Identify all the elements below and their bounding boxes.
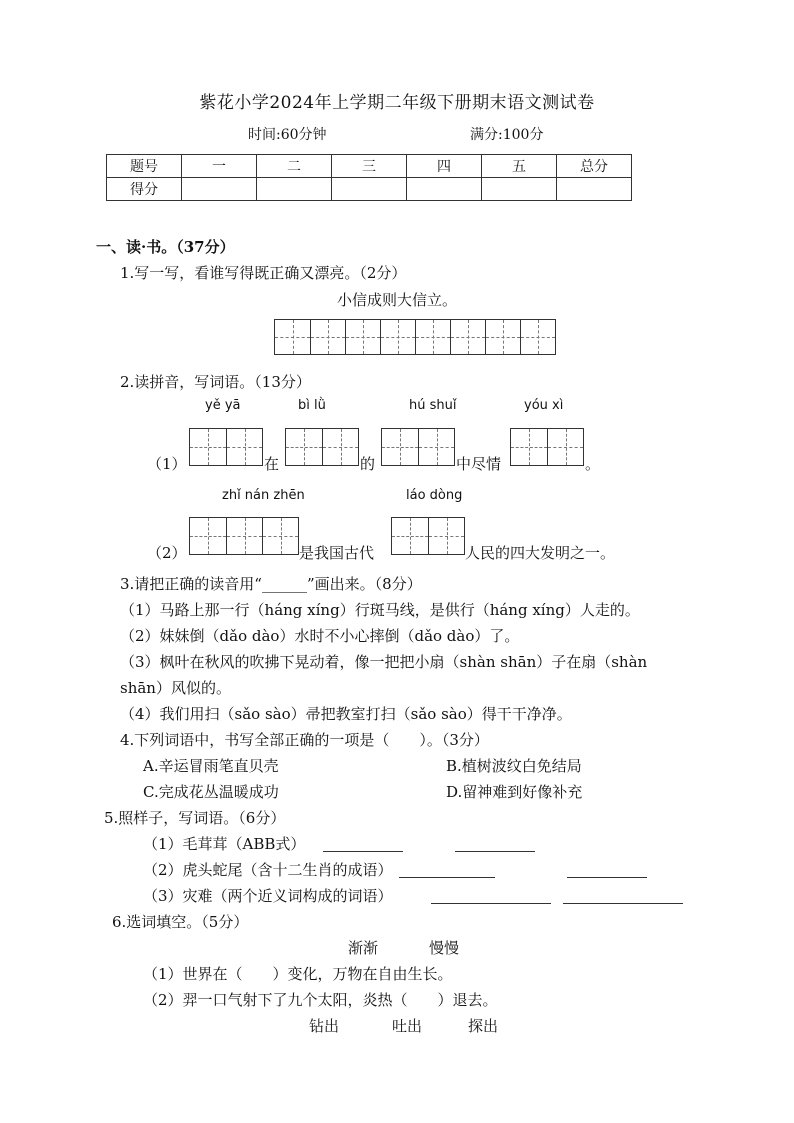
pinyin-label: bì lǜ [298, 398, 326, 413]
grid-cell[interactable] [415, 320, 450, 354]
grid-cell[interactable] [485, 320, 520, 354]
grid-cell[interactable] [428, 518, 464, 554]
connector-text: 。 [585, 455, 601, 473]
answer-blank[interactable] [399, 877, 495, 878]
word-choice: 渐渐 [348, 939, 379, 957]
connector-text: 是我国古代 [299, 544, 375, 562]
grid-cell[interactable] [190, 518, 226, 554]
exam-title: 紫花小学2024年上学期二年级下册期末语文测试卷 [199, 93, 595, 113]
q2-answer-grid-zhinanzhen[interactable] [189, 517, 299, 555]
score-header-cell: 总分 [557, 155, 632, 178]
grid-cell[interactable] [322, 429, 358, 465]
q5-item: （1）毛茸茸（ABB式） [143, 835, 306, 853]
q2-prompt: 2.读拼音，写词语。（13分） [120, 373, 311, 391]
exam-time: 时间:60分钟 [248, 127, 327, 143]
grid-cell[interactable] [511, 429, 547, 465]
q3-prompt: 3.请把正确的读音用“______”画出来。（8分） [120, 575, 422, 593]
grid-cell[interactable] [380, 320, 415, 354]
grid-cell[interactable] [190, 429, 226, 465]
grid-cell[interactable] [286, 429, 322, 465]
q3-item-continued[interactable]: shān）风似的。 [120, 679, 231, 697]
connector-text: 的 [360, 455, 376, 473]
grid-cell[interactable] [520, 320, 555, 354]
q2-answer-grid-yeya[interactable] [189, 428, 263, 466]
score-cell[interactable] [332, 178, 407, 201]
q2-row1-label: （1） [147, 455, 187, 473]
answer-blank[interactable] [323, 851, 403, 852]
q2-answer-grid-youxi[interactable] [510, 428, 584, 466]
score-cell[interactable] [182, 178, 257, 201]
grid-cell[interactable] [275, 320, 310, 354]
q6-prompt: 6.选词填空。（5分） [112, 913, 249, 931]
q1-sentence: 小信成则大信立。 [336, 291, 457, 309]
q5-item: （3）灾难（两个近义词构成的词语） [143, 887, 393, 905]
q4-option-d[interactable]: D.留神难到好像补充 [446, 783, 583, 801]
grid-cell[interactable] [345, 320, 380, 354]
word-choice: 探出 [468, 1017, 499, 1035]
q2-row2-label: （2） [147, 544, 187, 562]
score-header-cell: 四 [407, 155, 482, 178]
word-choice: 慢慢 [429, 939, 460, 957]
pinyin-label: yě yā [205, 398, 241, 413]
q5-prompt: 5.照样子，写词语。（6分） [104, 809, 286, 827]
answer-blank[interactable] [431, 903, 551, 904]
score-header-cell: 三 [332, 155, 407, 178]
q1-prompt: 1.写一写，看谁写得既正确又漂亮。（2分） [120, 264, 407, 282]
grid-cell[interactable] [450, 320, 485, 354]
q4-option-b[interactable]: B.植树波纹白免结局 [446, 757, 582, 775]
pinyin-label: hú shuǐ [409, 398, 457, 413]
q6-item[interactable]: （2）羿一口气射下了九个太阳，炎热（ ）退去。 [143, 991, 498, 1009]
q5-item: （2）虎头蛇尾（含十二生肖的成语） [143, 861, 393, 879]
grid-cell[interactable] [418, 429, 454, 465]
answer-blank[interactable] [563, 903, 683, 904]
score-row-label: 得分 [107, 178, 182, 201]
q3-item[interactable]: （4）我们用扫（sǎo sào）帚把教室打扫（sǎo sào）得干干净净。 [120, 705, 572, 723]
score-table-header-row [107, 155, 632, 178]
score-table [106, 154, 632, 201]
q3-item[interactable]: （3）枫叶在秋风的吹拂下晃动着，像一把把小扇（shàn shān）子在扇（shàn [120, 653, 648, 671]
connector-text: 人民的四大发明之一。 [465, 544, 616, 562]
word-choice: 钻出 [309, 1017, 340, 1035]
score-header-cell: 五 [482, 155, 557, 178]
grid-cell[interactable] [226, 518, 262, 554]
score-cell[interactable] [557, 178, 632, 201]
word-choice: 吐出 [392, 1017, 423, 1035]
q1-writing-grid[interactable] [274, 319, 556, 355]
score-cell[interactable] [407, 178, 482, 201]
score-header-cell: 题号 [107, 155, 182, 178]
section1-heading: 一、读·书。（37分） [96, 238, 235, 256]
grid-cell[interactable] [547, 429, 583, 465]
score-header-cell: 一 [182, 155, 257, 178]
exam-full-score: 满分:100分 [470, 127, 544, 143]
q2-answer-grid-laodong[interactable] [391, 517, 465, 555]
q6-item[interactable]: （1）世界在（ ）变化，万物在自由生长。 [143, 965, 453, 983]
q4-option-c[interactable]: C.完成花丛温暖成功 [143, 783, 279, 801]
score-header-cell: 二 [257, 155, 332, 178]
connector-text: 中尽情 [456, 455, 502, 473]
score-cell[interactable] [257, 178, 332, 201]
pinyin-label: yóu xì [524, 398, 564, 413]
answer-blank[interactable] [567, 877, 647, 878]
score-table-score-row [107, 178, 632, 201]
grid-cell[interactable] [310, 320, 345, 354]
q3-item[interactable]: （1）马路上那一行（háng xíng）行斑马线，是供行（háng xíng）人走的。 [120, 601, 640, 619]
q4-option-a[interactable]: A.辛运冒雨笔直贝壳 [143, 757, 279, 775]
grid-cell[interactable] [226, 429, 262, 465]
score-cell[interactable] [482, 178, 557, 201]
q3-item[interactable]: （2）妹妹倒（dǎo dào）水时不小心摔倒（dǎo dào）了。 [120, 627, 520, 645]
pinyin-label: zhǐ nán zhēn [222, 488, 305, 503]
q2-answer-grid-hushui[interactable] [381, 428, 455, 466]
grid-cell[interactable] [382, 429, 418, 465]
q4-prompt: 4.下列词语中，书写全部正确的一项是（ ）。（3分） [120, 731, 489, 749]
connector-text: 在 [264, 455, 280, 473]
pinyin-label: láo dòng [406, 488, 463, 503]
grid-cell[interactable] [262, 518, 298, 554]
q2-answer-grid-bilv[interactable] [285, 428, 359, 466]
grid-cell[interactable] [392, 518, 428, 554]
answer-blank[interactable] [455, 851, 535, 852]
